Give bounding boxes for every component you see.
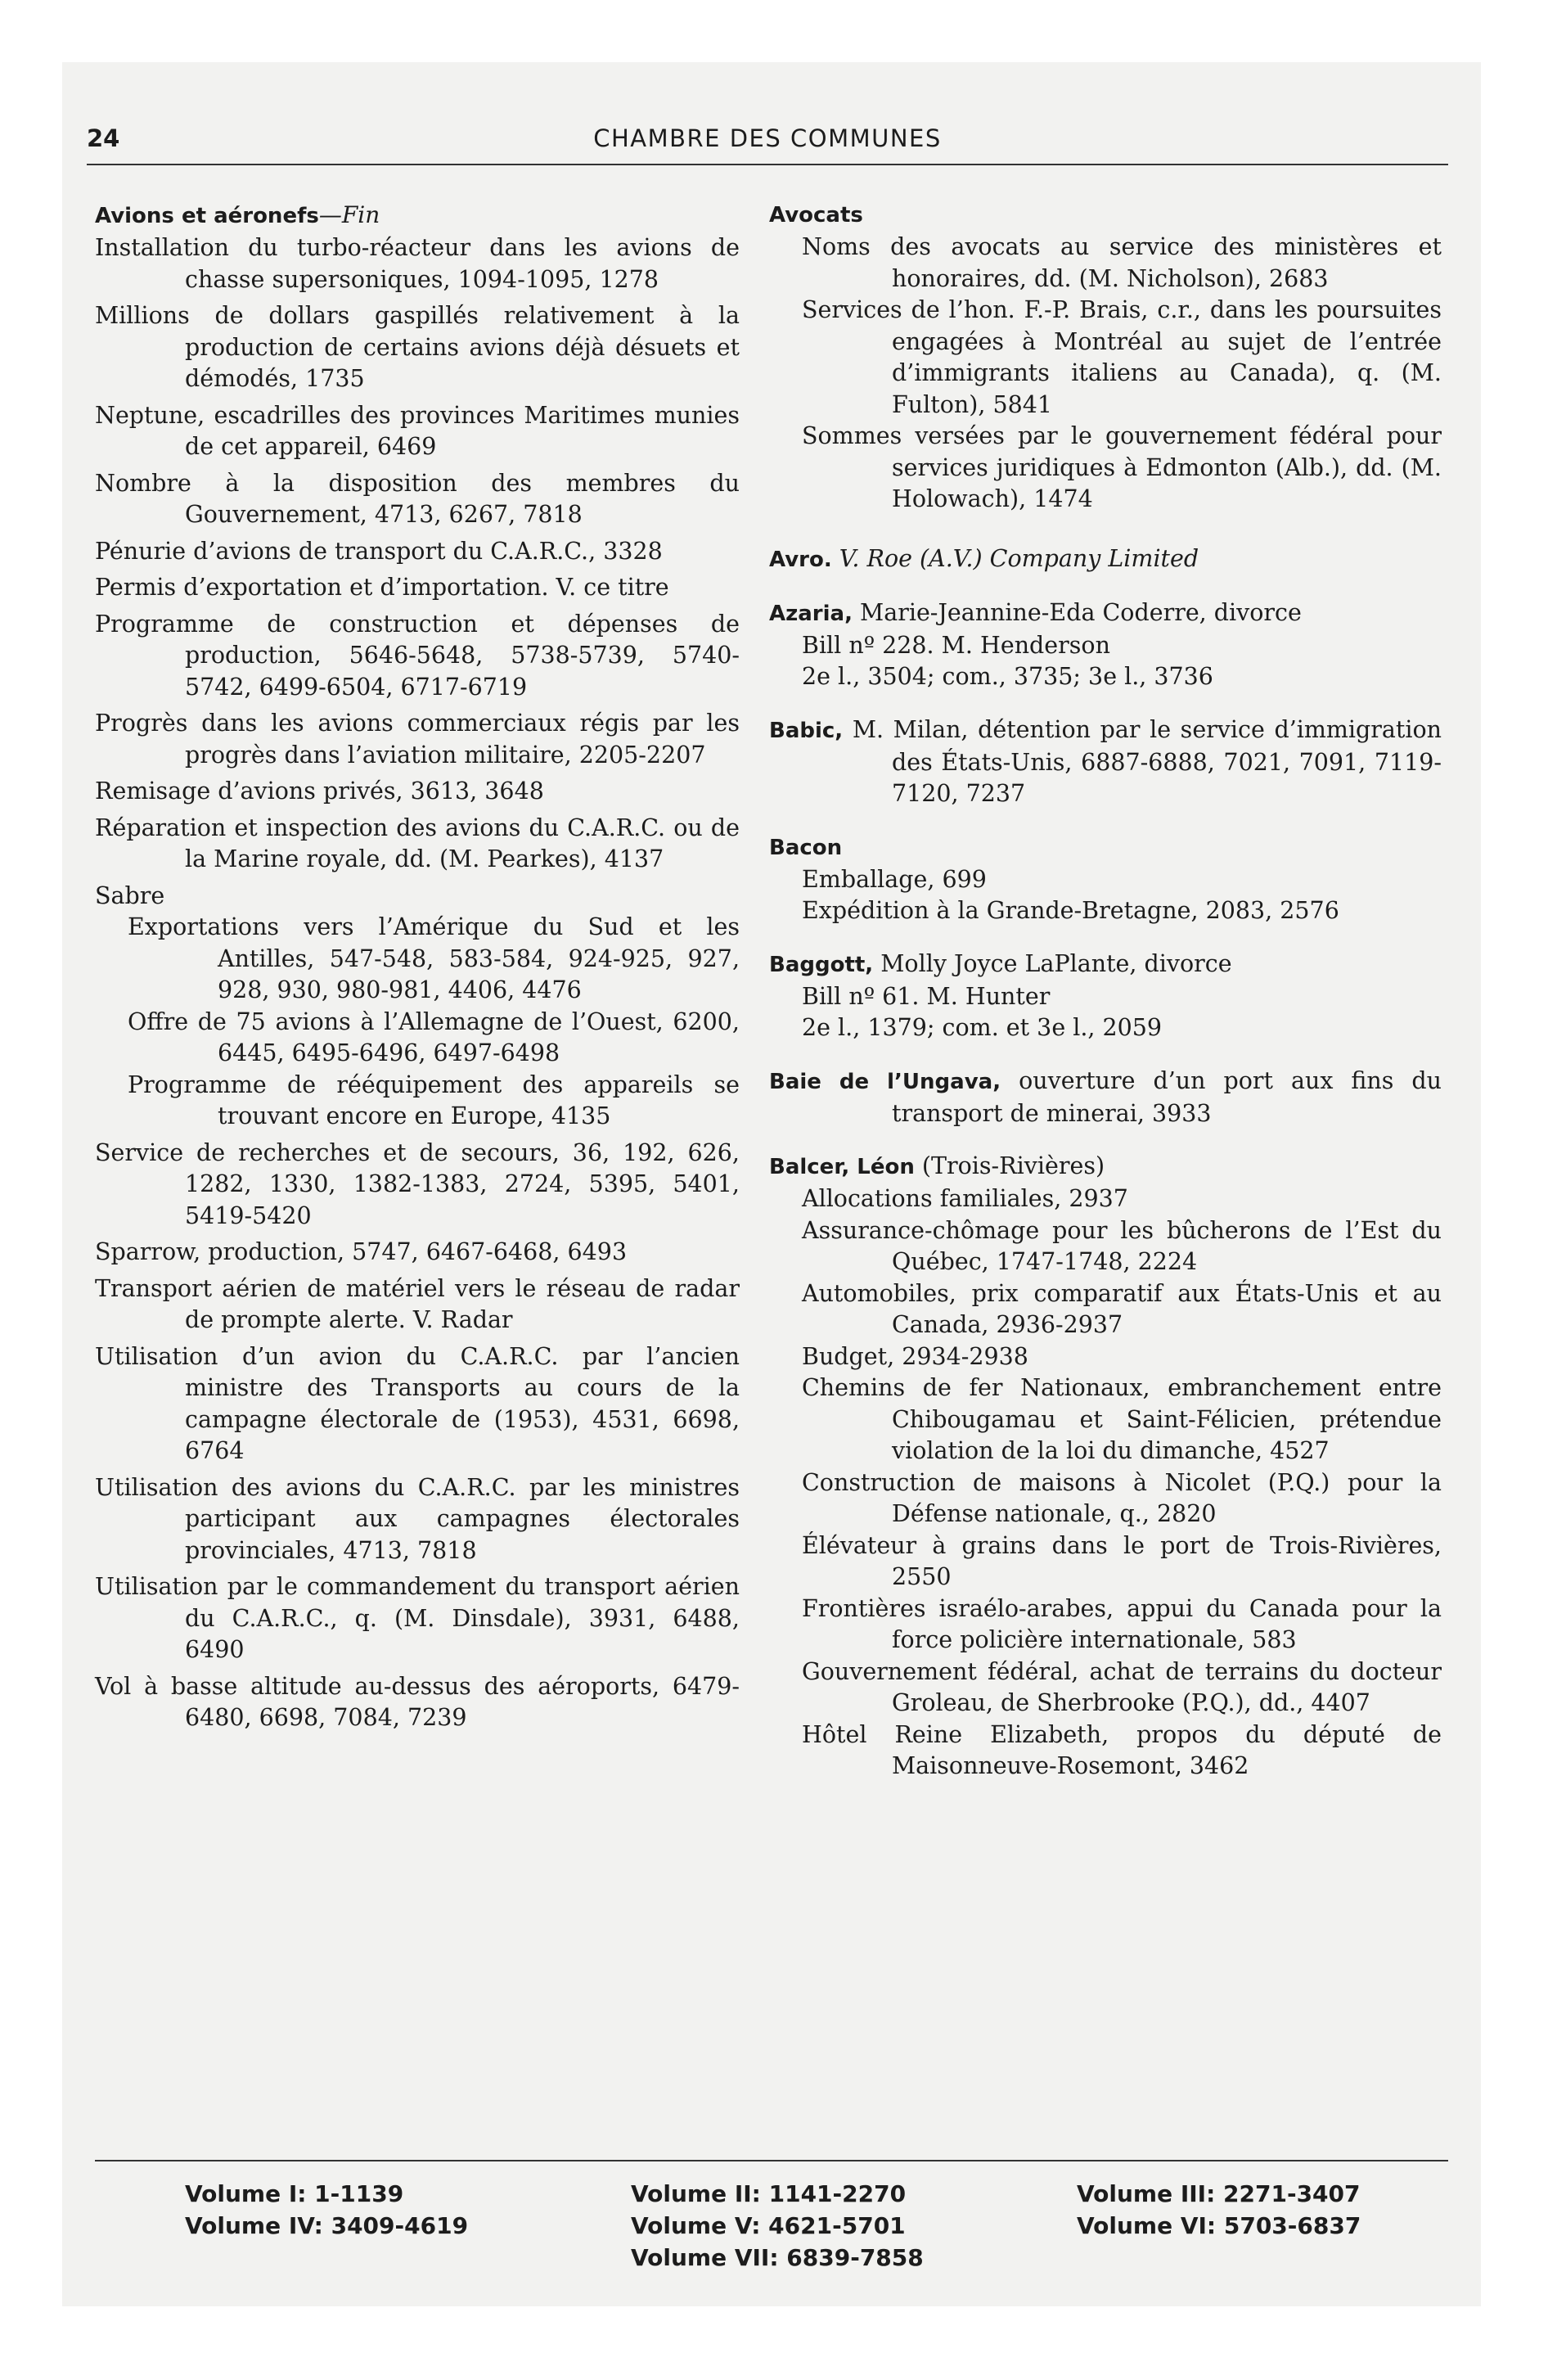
volume-range: Volume IV: 3409-4619: [185, 2212, 469, 2239]
index-heading: Avocats: [769, 203, 863, 228]
index-heading: Baie de l’Ungava,: [769, 1069, 1001, 1094]
index-entry: Emballage, 699: [802, 865, 987, 893]
index-entry: Sparrow, production, 5747, 6467-6468, 6493: [95, 1238, 628, 1265]
volume-range: Volume III: 2271-3407: [1077, 2180, 1361, 2207]
index-entry-text: Marie-Jeannine-Eda Coderre, divorce: [860, 598, 1302, 626]
riding-name: (Trois-Rivières): [921, 1152, 1105, 1179]
index-block-bacon: [769, 832, 1442, 927]
index-entry: Utilisation par le commandement du transport aérien du C.A.R.C., q. (M. Dinsdale), 3931, 6488, 6490: [95, 1573, 740, 1663]
index-subentry: Programme de rééquipement des appareils se trouvant encore en Europe, 4135: [128, 1071, 740, 1129]
index-block-baggott: [769, 949, 1442, 1044]
index-entry: Gouvernement fédéral, achat de terrains du docteur Groleau, de Sherbrooke (P.Q.), dd., 4407: [802, 1657, 1442, 1716]
index-entry: Pénurie d’avions de transport du C.A.R.C., 3328: [95, 537, 663, 565]
index-entry: Sabre: [95, 881, 165, 909]
volume-range: Volume VII: 6839-7858: [631, 2244, 924, 2271]
volume-range: Volume V: 4621-5701: [631, 2212, 906, 2239]
volume-range: Volume II: 1141-2270: [631, 2180, 907, 2207]
index-subentry: Exportations vers l’Amérique du Sud et les Antilles, 547-548, 583-584, 924-925, 927, 928, 930, 980-981, 4406, 4476: [128, 913, 740, 1003]
index-entry: Chemins de fer Nationaux, embranchement entre Chibougamau et Saint-Félicien, prétendue violation de la loi du dimanche, 4527: [802, 1374, 1442, 1464]
readings-line: 2e l., 3504; com., 3735; 3e l., 3736: [802, 663, 1213, 690]
index-heading: Balcer, Léon: [769, 1155, 915, 1179]
footer-divider: [95, 2160, 1448, 2161]
left-column: [95, 199, 740, 1734]
right-column: [769, 199, 1442, 1783]
index-heading: Avro.: [769, 547, 832, 572]
index-entry: Frontières israélo-arabes, appui du Canada pour la force policière internationale, 583: [802, 1594, 1442, 1653]
index-entry: Vol à basse altitude au-dessus des aéroports, 6479-6480, 6698, 7084, 7239: [95, 1672, 740, 1731]
index-block-avocats: [769, 199, 1442, 516]
bill-line: Bill nº 61. M. Hunter: [802, 982, 1051, 1010]
index-entry: Utilisation d’un avion du C.A.R.C. par l’ancien ministre des Transports au cours de la campagne électorale de (1953), 4531, 6698, 6764: [95, 1342, 740, 1464]
index-entry: Expédition à la Grande-Bretagne, 2083, 2576: [802, 897, 1339, 924]
index-entry: Hôtel Reine Elizabeth, propos du député de Maisonneuve-Rosemont, 3462: [802, 1720, 1442, 1779]
index-entry-text: M. Milan, détention par le service d’immigration des États-Unis, 6887-6888, 7021, 7091, 7119-7120, 7237: [852, 715, 1442, 807]
page-header: [87, 124, 1448, 165]
index-entry: Nombre à la disposition des membres du Gouvernement, 4713, 6267, 7818: [95, 469, 740, 528]
index-subentry: Offre de 75 avions à l’Allemagne de l’Ouest, 6200, 6445, 6495-6496, 6497-6498: [128, 1007, 740, 1066]
index-heading: Baggott,: [769, 952, 874, 977]
index-block-avro: [769, 543, 1442, 576]
index-heading: Azaria,: [769, 601, 853, 626]
bill-line: Bill nº 228. M. Henderson: [802, 631, 1110, 659]
running-title: CHAMBRE DES COMMUNES: [593, 124, 942, 152]
cross-reference: V. Roe (A.V.) Company Limited: [839, 544, 1199, 572]
index-entry: Utilisation des avions du C.A.R.C. par les ministres participant aux campagnes électorales provinciales, 4713, 7818: [95, 1473, 740, 1564]
index-heading: Babic,: [769, 718, 844, 743]
index-entry: Assurance-chômage pour les bûcherons de l’Est du Québec, 1747-1748, 2224: [802, 1216, 1442, 1275]
index-heading: Bacon: [769, 835, 843, 860]
index-entry-text: ouverture d’un port aux fins du transport de minerai, 3933: [892, 1066, 1442, 1127]
page-number: 24: [87, 124, 120, 152]
volume-range: Volume VI: 5703-6837: [1077, 2212, 1361, 2239]
index-entry: Service de recherches et de secours, 36, 192, 626, 1282, 1330, 1382-1383, 2724, 5395, 5401, 5419-5420: [95, 1138, 740, 1229]
index-entry: Programme de construction et dépenses de production, 5646-5648, 5738-5739, 5740-5742, 6499-6504, 6717-6719: [95, 610, 740, 701]
index-entry: Millions de dollars gaspillés relativement à la production de certains avions déjà désuets et démodés, 1735: [95, 302, 740, 392]
index-entry: Élévateur à grains dans le port de Trois-Rivières, 2550: [802, 1531, 1442, 1590]
index-entry: Transport aérien de matériel vers le réseau de radar de prompte alerte. V. Radar: [95, 1274, 740, 1333]
index-entry: Automobiles, prix comparatif aux États-Unis et au Canada, 2936-2937: [802, 1279, 1442, 1338]
page: [62, 62, 1481, 2306]
index-entry: Neptune, escadrilles des provinces Maritimes munies de cet appareil, 6469: [95, 401, 740, 460]
heading-avions-suffix: —Fin: [318, 201, 380, 228]
index-block-babic: [769, 714, 1442, 810]
index-entry: Réparation et inspection des avions du C.A.R.C. ou de la Marine royale, dd. (M. Pearkes), 4137: [95, 814, 740, 872]
index-entry: Progrès dans les avions commerciaux régis par les progrès dans l’aviation militaire, 2205-2207: [95, 710, 740, 769]
index-block-azaria: [769, 597, 1442, 693]
readings-line: 2e l., 1379; com. et 3e l., 2059: [802, 1014, 1163, 1041]
index-entry: Remisage d’avions privés, 3613, 3648: [95, 778, 544, 805]
index-block-balcer: [769, 1151, 1442, 1783]
volume-range: Volume I: 1-1139: [185, 2180, 404, 2207]
index-heading-avions: [95, 199, 740, 232]
index-block-ungava: [769, 1066, 1442, 1130]
heading-avions-text: Avions et aéronefs: [95, 204, 319, 228]
index-entry: Services de l’hon. F.-P. Brais, c.r., dans les poursuites engagées à Montréal au sujet de l’entrée d’immigrants italiens au Canada), q. (M. Fulton), 5841: [802, 296, 1442, 418]
index-entry-text: Molly Joyce LaPlante, divorce: [880, 949, 1232, 977]
index-entry: Permis d’exportation et d’importation. V. ce titre: [95, 574, 669, 601]
index-entry: Installation du turbo-réacteur dans les avions de chasse supersoniques, 1094-1095, 1278: [95, 234, 740, 293]
index-entry: Allocations familiales, 2937: [802, 1185, 1128, 1212]
index-entry: Noms des avocats au service des ministères et honoraires, dd. (M. Nicholson), 2683: [802, 233, 1442, 292]
index-entry: Budget, 2934-2938: [802, 1342, 1028, 1370]
index-entry: Construction de maisons à Nicolet (P.Q.) pour la Défense nationale, q., 2820: [802, 1468, 1442, 1527]
index-entry: Sommes versées par le gouvernement fédéral pour services juridiques à Edmonton (Alb.), dd. (M. Holowach), 1474: [802, 422, 1442, 512]
